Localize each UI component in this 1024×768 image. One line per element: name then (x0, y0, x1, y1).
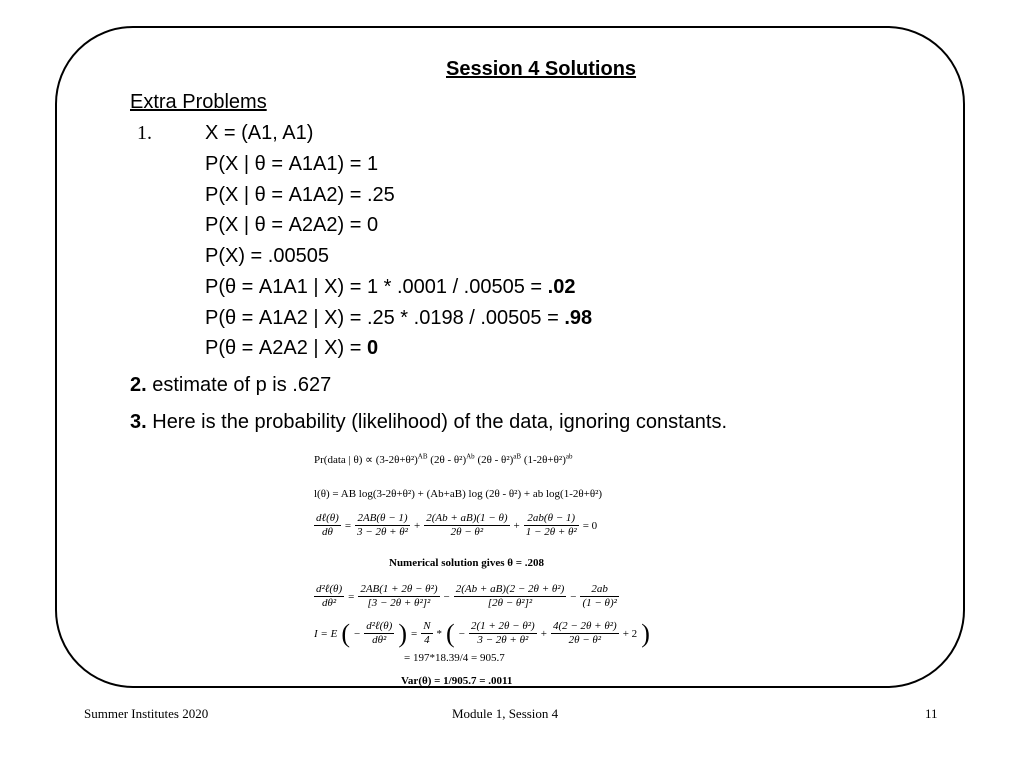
problem-1-likelihood-a2a2: P(X | θ = A2A2) = 0 (205, 214, 379, 236)
eq-first-derivative: $\frac{\text{dℓ(θ)}}{d\theta}$ = $\frac{2AB(\theta - 1)}{\text{3 − 2θ + θ²}}$ + $\frac{2(Ab + aB)(1 - \theta)}{\text{2θ − θ²}}$ + $\frac{2ab(\theta - 1)}{\text{1 − 2θ + θ²}}$ = 0 (316, 512, 598, 538)
info-n-over-4: $\frac{N}{4}$ (423, 620, 431, 646)
posterior-a1a1-value: .02 (547, 276, 576, 298)
eq-information-value: = 197*18.39/4 = 905.7 (404, 652, 505, 664)
posterior-a1a2-value: .98 (564, 307, 593, 329)
d2-term-2: $\frac{\text{2(Ab + aB)(2 − 2θ + θ²)}}{\text{[2θ − θ²]²}}$ (455, 583, 565, 609)
eq-information: I = E ( − $\frac{\text{d²ℓ(θ)}}{\text{dθ²}}$ ) = $\frac{N}{4}$ * ( − $\frac{\text{2(1 + 2θ − θ²)}}{\text{3 − 2θ + θ²}}$ + $\frac{\text{4(2 − 2θ + θ²)}}{\text{2θ − θ²}}$ + 2 ) (314, 618, 650, 648)
posterior-a1a2-text: P(θ = A1A2 | X) = .25 * .0198 / .00505 = (205, 307, 565, 329)
problem-3 (130, 410, 727, 434)
d1-term-3: $\frac{2ab(\theta - 1)}{\text{1 − 2θ + θ²}}$ (525, 512, 577, 538)
info-term-b: $\frac{\text{4(2 − 2θ + θ²)}}{\text{2θ − θ²}}$ (552, 620, 617, 646)
section-heading: Extra Problems (130, 91, 267, 113)
problem-1-posterior-a1a1 (205, 275, 575, 299)
problem-1-marginal: P(X) = .00505 (205, 245, 329, 267)
page-number: 11 (925, 706, 938, 721)
eq-probability: Pr(data | $\theta) \propto (3-2\theta+\theta^2)^{AB}$ (2θ - θ²)$^{Ab}$ (2θ - θ²)$^{aB}$ $(1-2\theta+\theta^2)^{ab}$ (314, 452, 573, 466)
problem-2-number: 2. (130, 374, 147, 396)
eq-log-likelihood: l(θ) = AB log(3-2θ+θ²) + (Ab+aB) log (2θ - θ²) + ab log(1-2θ+θ²) (314, 488, 603, 500)
page-title: Session 4 Solutions (446, 58, 637, 80)
d1-term-1: $\frac{2AB(\theta - 1)}{\text{3 − 2θ + θ²}}$ (357, 512, 408, 538)
info-inner: $\frac{\text{d²ℓ(θ)}}{\text{dθ²}}$ (366, 620, 393, 646)
posterior-a1a1-text: P(θ = A1A1 | X) = 1 * .0001 / .00505 = (205, 276, 548, 298)
problem-2 (130, 373, 331, 397)
problem-1-number: 1. (137, 122, 152, 144)
d2-term-3: $\frac{2ab}{\text{(1 − θ)²}}$ (582, 583, 617, 609)
problem-1-likelihood-a1a1: P(X | θ = A1A1) = 1 (205, 153, 379, 175)
footer-left: Summer Institutes 2020 (84, 706, 209, 721)
eq-variance: Var(θ) = 1/905.7 = .0011 (401, 675, 513, 687)
problem-1-likelihood-a1a2: P(X | θ = A1A2) = .25 (205, 184, 395, 206)
problem-1-posterior-a2a2 (205, 336, 378, 360)
d2-lhs: $\frac{\text{d²ℓ(θ)}}{\text{dθ²}}$ (316, 583, 343, 609)
eq-second-derivative: $\frac{\text{d²ℓ(θ)}}{\text{dθ²}}$ = $\frac{\text{2AB(1 + 2θ − θ²)}}{\text{[3 − 2θ + θ²]²}}$ − $\frac{\text{2(Ab + aB)(2 − 2θ + θ²)}}{\text{[2θ − θ²]²}}$ − $\frac{2ab}{\text{(1 − θ)²}}$ (316, 583, 617, 609)
d1-lhs: $\frac{\text{dℓ(θ)}}{d\theta}$ (316, 512, 339, 538)
posterior-a2a2-text: P(θ = A2A2 | X) = (205, 337, 367, 359)
eq-numerical-solution: Numerical solution gives θ = .208 (389, 557, 545, 569)
footer-center: Module 1, Session 4 (452, 706, 559, 721)
problem-2-text: estimate of p is .627 (146, 374, 332, 396)
d2-term-1: $\frac{\text{2AB(1 + 2θ − θ²)}}{\text{[3 − 2θ + θ²]²}}$ (360, 583, 438, 609)
posterior-a2a2-value: 0 (366, 337, 379, 359)
problem-1-x: X = (A1, A1) (205, 122, 314, 144)
d1-term-2: $\frac{2(Ab + aB)(1 - \theta)}{\text{2θ − θ²}}$ (426, 512, 508, 538)
info-term-a: $\frac{\text{2(1 + 2θ − θ²)}}{\text{3 − 2θ + θ²}}$ (470, 620, 535, 646)
problem-1-posterior-a1a2 (205, 306, 592, 330)
problem-3-number: 3. (130, 411, 147, 433)
problem-3-text: Here is the probability (likelihood) of the data, ignoring constants. (146, 411, 728, 433)
